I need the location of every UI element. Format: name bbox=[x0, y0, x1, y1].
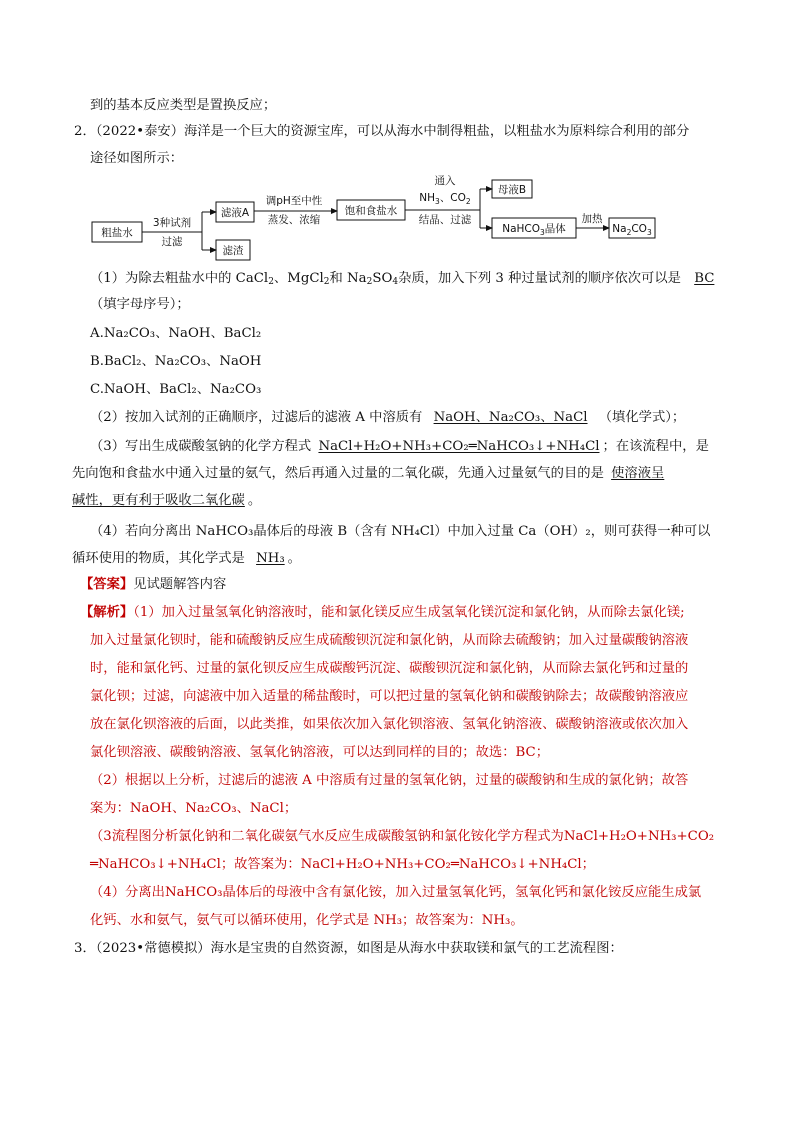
answer-text: 见试题解答内容 bbox=[133, 577, 227, 592]
analysis-line-4: 氯化钡；过滤，向滤液中加入适量的稀盐酸时，可以把过量的氢氧化钠和碳酸钠除去；故碳酸钠溶液应 bbox=[90, 689, 689, 704]
analysis-line-2: 加入过量氯化钡时，能和硫酸钠反应生成硫酸钡沉淀和氯化钠，从而除去硫酸钠；加入过量碳酸钠溶液 bbox=[90, 633, 689, 648]
answer-3-equation: NaCl+H₂O+NH₃+CO₂═NaHCO₃↓+NH₄Cl bbox=[318, 439, 600, 454]
answer-3-purpose-cont: 碱性，更有利于吸收二氧化碳 bbox=[72, 493, 245, 508]
answer-2: NaOH、Na₂CO₃、NaCl bbox=[433, 410, 588, 425]
question-text: 海水是宝贵的自然资源，如图是从海水中获取镁和氯气的工艺流程图： bbox=[210, 941, 623, 956]
subscript: 2 bbox=[366, 277, 373, 287]
subquestion-1-tail: （填字母序号）； bbox=[90, 297, 190, 312]
question-text: 海洋是一个巨大的资源宝库，可以从海水中制得粗盐，以粗盐水为原料综合利用的部分 bbox=[184, 124, 690, 139]
text: 先向饱和食盐水中通入过量的氨气，然后再通入过量的二氧化碳，先通入过量氨气的目的是 bbox=[72, 466, 604, 481]
subquestion-3 bbox=[90, 438, 709, 456]
question-source: （2023•常德模拟） bbox=[95, 941, 211, 956]
previous-answer-tail: 到的基本反应类型是置换反应； bbox=[90, 98, 277, 113]
subquestion-2 bbox=[90, 409, 685, 427]
text: 。 bbox=[247, 493, 262, 508]
subscript: 2 bbox=[323, 277, 330, 287]
analysis-line-10: ═NaHCO₃↓+NH₄Cl；故答案为：NaCl+H₂O+NH₃+CO₂═NaHCO₃↓+NH₄Cl； bbox=[90, 857, 595, 872]
subquestion-4: （4）若向分离出 NaHCO₃晶体后的母液 B（含有 NH₄Cl）中加入过量 Ca（OH）₂，则可获得一种可以 bbox=[90, 524, 711, 539]
text: 循环使用的物质，其化学式是 bbox=[72, 551, 245, 566]
answer-3-purpose: 使溶液呈 bbox=[611, 466, 665, 481]
analysis-line-7: （2）根据以上分析，过滤后的滤液 A 中溶质有过量的氢氧化钠，过量的碳酸钠和生成的氯化钠；故答 bbox=[90, 773, 689, 788]
answer-4: NH₃ bbox=[256, 551, 285, 566]
process-flow-diagram bbox=[90, 174, 660, 266]
label-saturated-brine: 饱和食盐水 bbox=[344, 205, 398, 217]
text: SO bbox=[372, 271, 393, 286]
text: （2）按加入试剂的正确顺序，过滤后的滤液 A 中溶质有 bbox=[90, 410, 423, 425]
label-nh3-co2: $NH_3$、$CO_2$ bbox=[419, 192, 471, 206]
analysis-line-6: 氯化钡溶液、碳酸钠溶液、氢氧化钠溶液，可以达到同样的目的；故选：BC； bbox=[90, 745, 549, 760]
label-residue: 滤渣 bbox=[222, 245, 244, 257]
option-c: C.NaOH、BaCl₂、Na₂CO₃ bbox=[90, 382, 262, 397]
text: （3）写出生成碳酸氢钠的化学方程式 bbox=[90, 439, 312, 454]
label-evaporate: 蒸发、浓缩 bbox=[267, 214, 321, 226]
analysis-line-12: 化钙、水和氨气，氨气可以循环使用，化学式是 NH₃；故答案为：NH₃。 bbox=[90, 913, 524, 928]
option-b: B.BaCl₂、Na₂CO₃、NaOH bbox=[90, 354, 262, 369]
analysis-text: （1）加入过量氢氧化钠溶液时，能和氯化镁反应生成氢氧化镁沉淀和氯化钠，从而除去氯化镁; bbox=[133, 605, 685, 620]
subscript: 2 bbox=[268, 277, 274, 287]
label-mother-liquor-b: 母液B bbox=[497, 184, 527, 196]
subquestion-3-line-3 bbox=[72, 492, 261, 510]
label-filtrate-a: 滤液A bbox=[220, 207, 250, 219]
question-2-intro-line-2: 途径如图所示： bbox=[90, 151, 184, 166]
answer-tag: 【答案】 bbox=[80, 577, 134, 592]
label-reagent: 3种试剂 bbox=[152, 217, 192, 229]
text: 。 bbox=[287, 551, 301, 566]
question-number: 3． bbox=[74, 941, 96, 956]
analysis-line-9: （3流程图分析氯化钠和二氧化碳氨气水反应生成碳酸氢钠和氯化铵化学方程式为NaCl+H₂O+NH₃+CO₂ bbox=[90, 829, 715, 844]
label-na2co3: $Na_2CO_3$ bbox=[612, 223, 652, 237]
analysis-line-11: （4）分离出NaHCO₃晶体后的母液中含有氯化铵，加入过量氢氧化钙，氢氧化钙和氯化铵反应能生成氯 bbox=[90, 885, 702, 900]
text: 、MgCl bbox=[273, 271, 324, 286]
question-3-intro bbox=[74, 940, 623, 958]
text: ；在该流程中，是 bbox=[602, 439, 709, 454]
subquestion-4-line-2 bbox=[72, 550, 301, 568]
analysis-line-8: 案为：NaOH、Na₂CO₃、NaCl； bbox=[90, 801, 298, 816]
analysis-line-3: 时，能和氯化钙、过量的氯化钡反应生成碳酸钙沉淀、碳酸钡沉淀和氯化钠，从而除去氯化钙和过量的 bbox=[90, 661, 689, 676]
analysis-line-1 bbox=[80, 604, 685, 622]
text: （填化学式）； bbox=[598, 410, 686, 425]
text: 杂质，加入下列 3 种过量试剂的顺序依次可以是 bbox=[398, 271, 681, 286]
analysis-tag: 【解析】 bbox=[80, 605, 134, 620]
label-crude-brine: 粗盐水 bbox=[101, 227, 133, 239]
text: 和 Na bbox=[329, 271, 367, 286]
label-heat: 加热 bbox=[581, 213, 603, 225]
subquestion-3-line-2 bbox=[72, 465, 667, 483]
answer-label-line bbox=[80, 576, 226, 594]
question-2-intro-line-1 bbox=[74, 123, 689, 141]
text: （1）为除去粗盐水中的 CaCl bbox=[90, 271, 269, 286]
question-source: （2022•泰安） bbox=[95, 124, 184, 139]
question-number: 2． bbox=[74, 124, 96, 139]
label-filter: 过滤 bbox=[161, 236, 183, 248]
label-crystallize: 结晶、过滤 bbox=[418, 214, 472, 226]
subscript: 4 bbox=[392, 277, 399, 287]
label-pass-in: 通入 bbox=[434, 175, 456, 187]
answer-1: BC bbox=[694, 271, 715, 286]
label-nahco3-crystal: NaHCO$_3$晶体 bbox=[502, 223, 566, 237]
analysis-line-5: 放在氯化钡溶液的后面，以此类推，如果依次加入氯化钡溶液、氢氧化钠溶液、碳酸钠溶液或依次加入 bbox=[90, 717, 689, 732]
option-a: A.Na₂CO₃、NaOH、BaCl₂ bbox=[90, 326, 262, 341]
subquestion-1 bbox=[90, 270, 717, 288]
label-adjust-ph: 调pH至中性 bbox=[265, 195, 323, 207]
